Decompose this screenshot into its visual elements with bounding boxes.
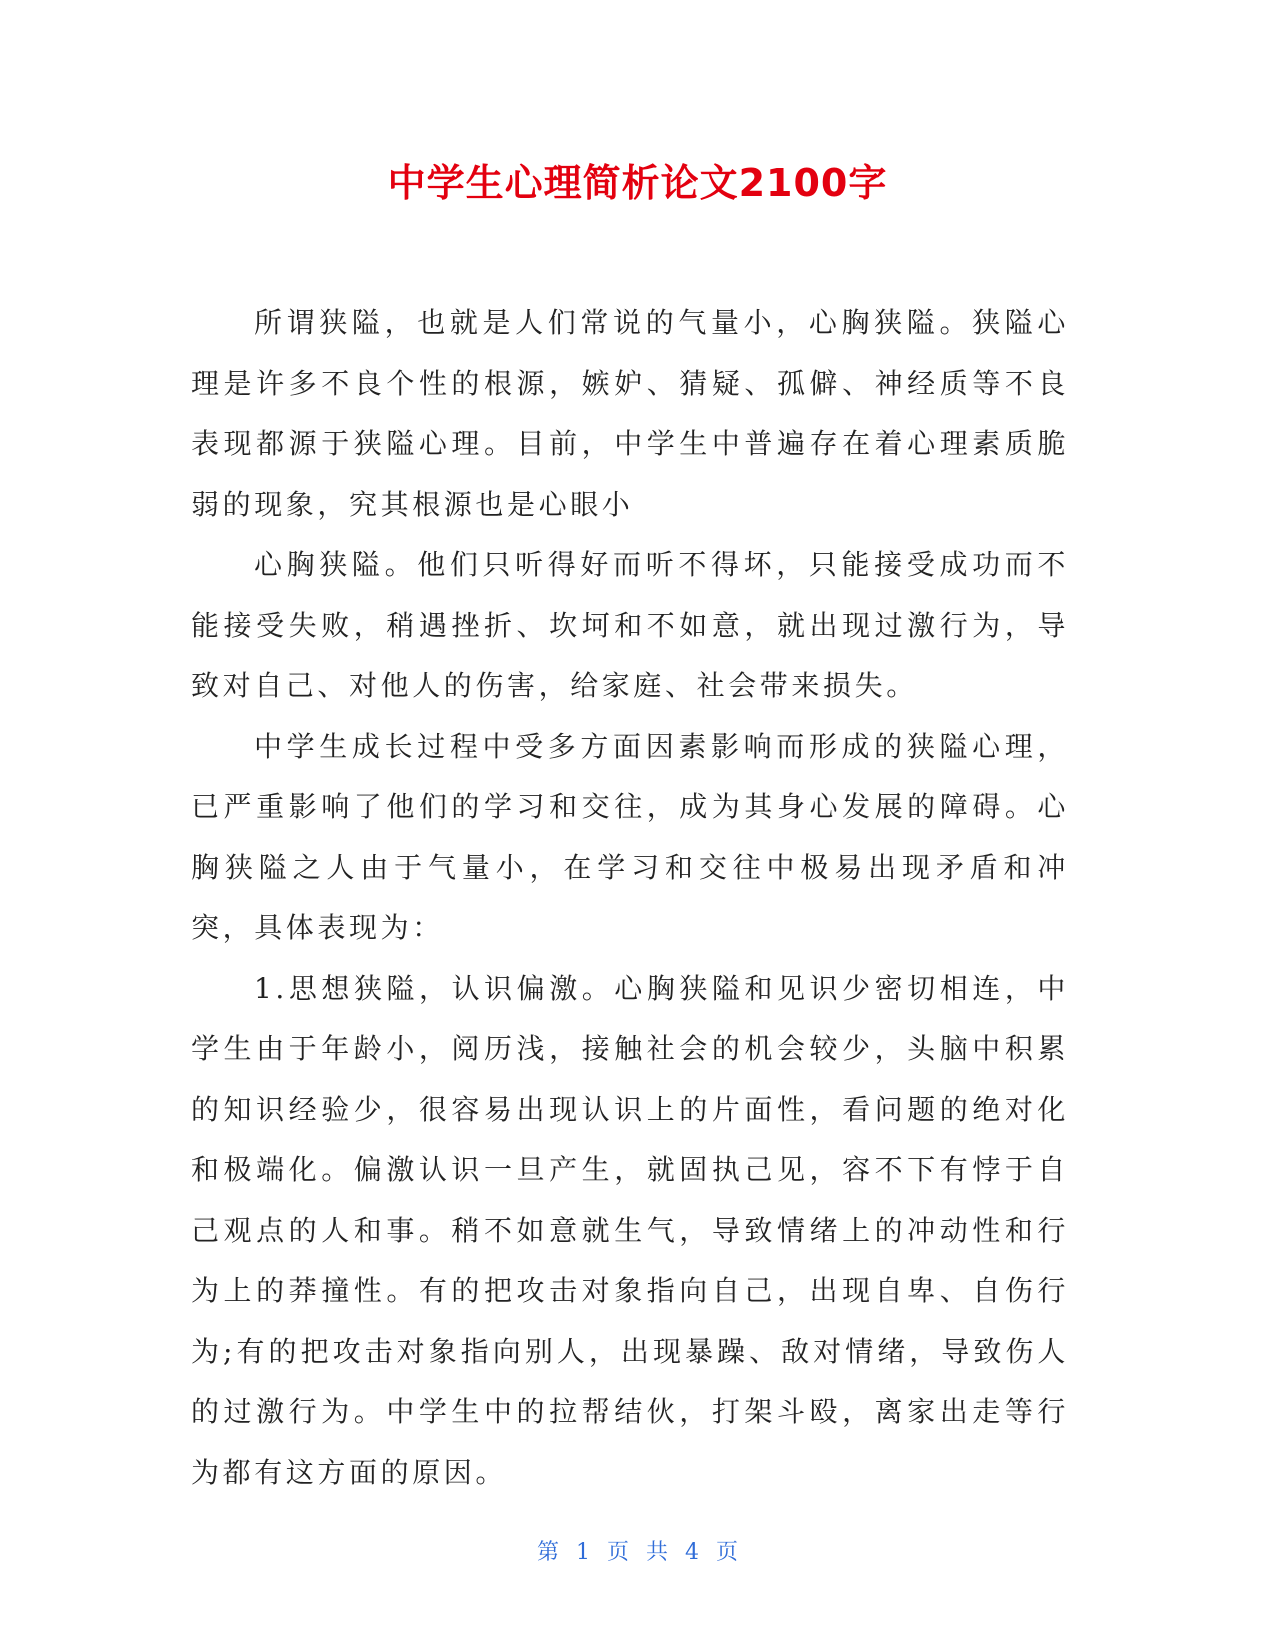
- page-footer: [0, 1538, 1275, 1568]
- paragraph-4: 1.思想狭隘，认识偏激。心胸狭隘和见识少密切相连，中学生由于年龄小，阅历浅，接触社会的机会较少，头脑中积累的知识经验少，很容易出现认识上的片面性，看问题的绝对化和极端化。偏激认识一旦产生，就固执己见，容不下有悖于自己观点的人和事。稍不如意就生气，导致情绪上的冲动性和行为上的莽撞性。有的把攻击对象指向自己，出现自卑、自伤行为;有的把攻击对象指向别人，出现暴躁、敌对情绪，导致伤人的过激行为。中学生中的拉帮结伙，打架斗殴，离家出走等行为都有这方面的原因。: [191, 971, 1069, 1489]
- footer-current-page: 1: [575, 1540, 590, 1565]
- paragraph-2: 心胸狭隘。他们只听得好而听不得坏，只能接受成功而不能接受失败，稍遇挫折、坎坷和不如意，就出现过激行为，导致对自己、对他人的伤害，给家庭、社会带来损失。: [191, 548, 1069, 702]
- footer-total-unit: 页: [716, 1540, 739, 1565]
- document-title: 中学生心理简析论文2100字: [387, 161, 888, 205]
- paragraph-3: 中学生成长过程中受多方面因素影响而形成的狭隘心理，已严重影响了他们的学习和交往，成为其身心发展的障碍。心胸狭隘之人由于气量小，在学习和交往中极易出现矛盾和冲突，具体表现为：: [191, 729, 1069, 944]
- footer-total-label: 共: [646, 1540, 669, 1565]
- document-body: [191, 293, 1069, 1503]
- paragraph-1: 所谓狭隘，也就是人们常说的气量小，心胸狭隘。狭隘心理是许多不良个性的根源，嫉妒、猜疑、孤僻、神经质等不良表现都源于狭隘心理。目前，中学生中普遍存在着心理素质脆弱的现象，究其根源也是心眼小: [191, 306, 1069, 521]
- footer-total-pages: 4: [685, 1540, 700, 1565]
- footer-page-label: 第: [536, 1540, 559, 1565]
- footer-page-unit: 页: [606, 1540, 629, 1565]
